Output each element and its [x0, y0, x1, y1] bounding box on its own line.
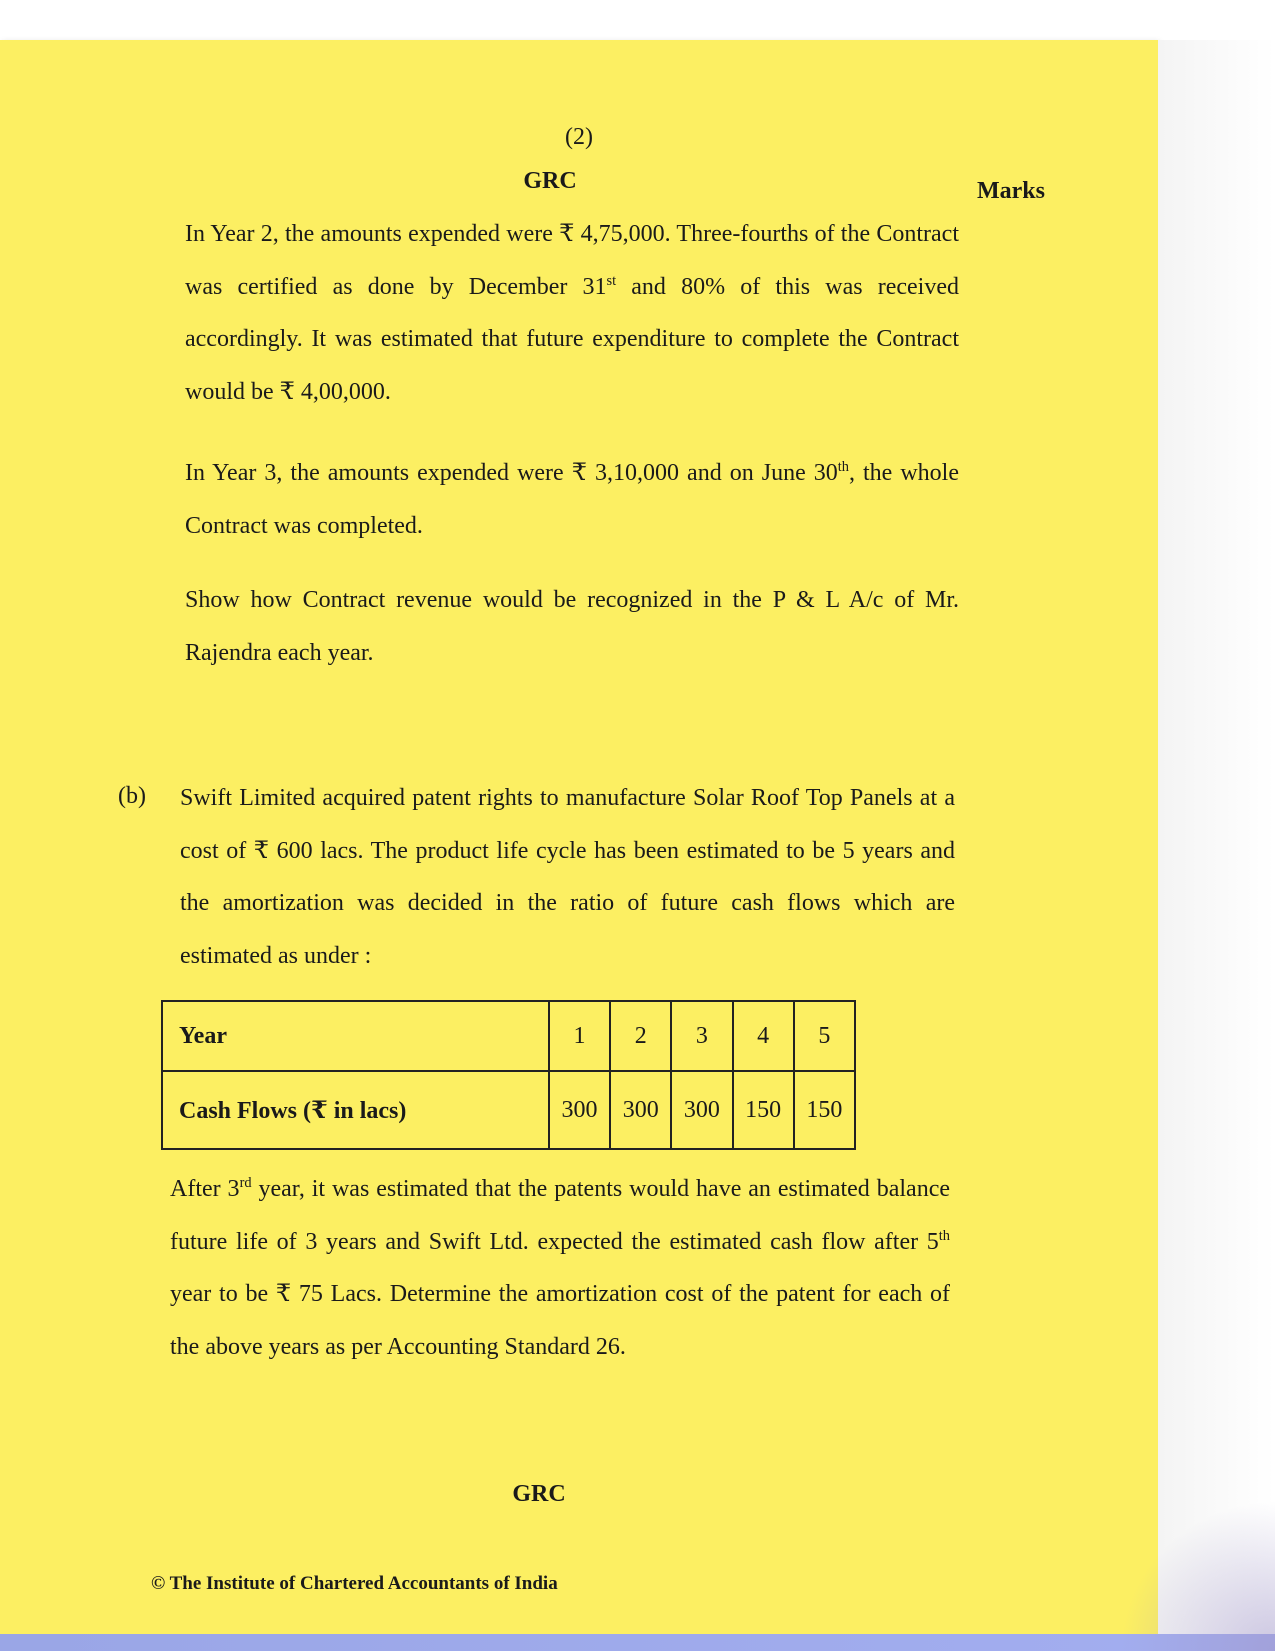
paragraph-part-b-after: After 3rd year, it was estimated that the patents would have an estimated balance future life of 3 years and Swift Ltd. expected the estimated cash flow after 5th year to be ₹ 75 Lacs. Determine the amortization cost of the patent for each of the above years as per Accounting Standard 26.	[170, 1175, 950, 1360]
scan-edge	[0, 1634, 1275, 1651]
table-row-cash-flows	[162, 1071, 855, 1149]
page-number: (2)	[565, 124, 593, 150]
copyright-notice: © The Institute of Chartered Accountants of India	[151, 1573, 558, 1594]
year-cell: 3	[671, 1001, 732, 1071]
row-header-year: Year	[162, 1001, 549, 1071]
cash-flow-cell: 300	[610, 1071, 671, 1149]
year-cell: 4	[733, 1001, 794, 1071]
header-code: GRC	[523, 168, 577, 194]
cash-flow-cell: 150	[794, 1071, 855, 1149]
scan-margin	[1158, 40, 1275, 1651]
row-header-cash-flows: Cash Flows (₹ in lacs)	[162, 1071, 549, 1149]
paragraph-show: Show how Contract revenue would be recognized in the P & L A/c of Mr. Rajendra each year.	[185, 587, 959, 666]
cash-flow-table	[161, 1000, 856, 1150]
paragraph-year-2: In Year 2, the amounts expended were ₹ 4,75,000. Three-fourths of the Contract was certified as done by December 31st and 80% of this was received accordingly. It was estimated that future expenditure to complete the Contract would be ₹ 4,00,000.	[185, 221, 959, 405]
cash-flow-cell: 150	[733, 1071, 794, 1149]
marks-label: Marks	[977, 178, 1045, 204]
paragraph-year-3: In Year 3, the amounts expended were ₹ 3,10,000 and on June 30th, the whole Contract was completed.	[185, 459, 959, 539]
year-cell: 2	[610, 1001, 671, 1071]
paragraph-part-b-intro: Swift Limited acquired patent rights to manufacture Solar Roof Top Panels at a cost of ₹ 600 lacs. The product life cycle has been estimated to be 5 years and the amortization was decided in the ratio of future cash flows which are estimated as under :	[180, 785, 955, 969]
question-label-b: (b)	[118, 783, 146, 809]
table-row-year	[162, 1001, 855, 1071]
cash-flow-cell: 300	[671, 1071, 732, 1149]
scan-shadow	[1120, 1500, 1275, 1651]
year-cell: 1	[549, 1001, 610, 1071]
year-cell: 5	[794, 1001, 855, 1071]
footer-code: GRC	[512, 1481, 566, 1507]
cash-flow-cell: 300	[549, 1071, 610, 1149]
